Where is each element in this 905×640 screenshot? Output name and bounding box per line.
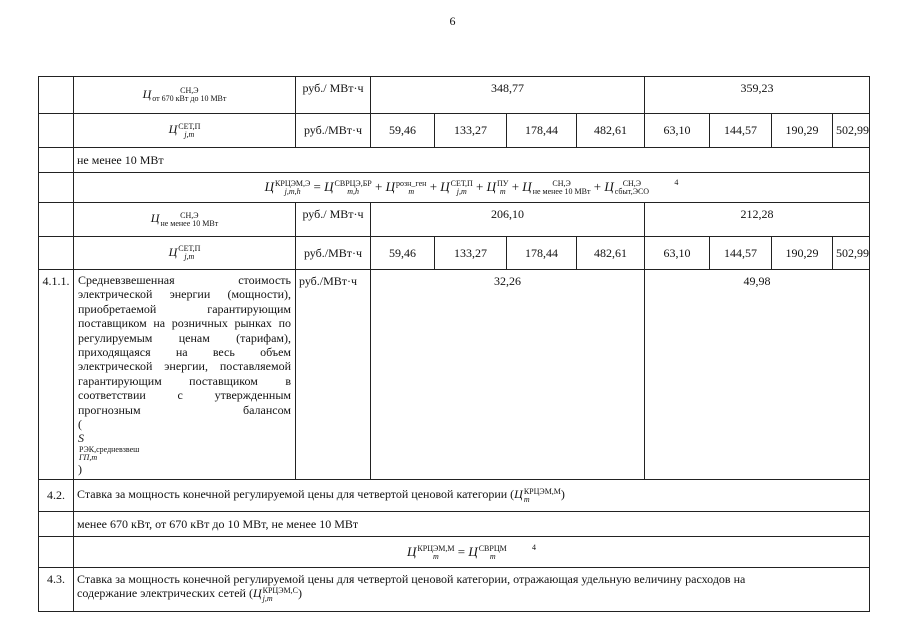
symbol-cell bbox=[74, 203, 296, 237]
value-right: 212,28 bbox=[645, 203, 870, 237]
item-number: 4.1.1. bbox=[39, 270, 74, 480]
table-row bbox=[39, 568, 870, 612]
symbol-cell bbox=[74, 114, 296, 148]
value-cell: 190,29 bbox=[772, 114, 833, 148]
number-cell bbox=[39, 512, 74, 537]
number-cell bbox=[39, 537, 74, 568]
value-cell: 178,44 bbox=[507, 114, 577, 148]
value-cell: 63,10 bbox=[645, 114, 710, 148]
item-number: 4.3. bbox=[39, 568, 74, 612]
formula-capacity-price: Ц КРЦЭМ,М m = Ц СВРЦМ m $^4$ bbox=[74, 537, 870, 568]
item-title: Ставка за мощность конечной регулируемой цены для четвертой ценовой категории, отражающая удельную величину расходов на содержание электрических сетей (Ц КРЦЭМ,С j,m ) bbox=[74, 568, 870, 612]
value-cell: 178,44 bbox=[507, 237, 577, 270]
formula-energy-price: Ц КРЦЭМ,Э j,m,h = Ц СВРЦЭ,БР m,h + Ц розн_ген m + Ц СЕТ,П j,m + Ц ПУ m + Ц СН,Э не менее 10 МВт + Ц СН,Э сбыт,ЭСО $^4$ bbox=[74, 173, 870, 203]
item-symbol: ( S РЭК,средневзвеш ГП,m ) bbox=[78, 416, 140, 476]
symbol-cell bbox=[74, 77, 296, 114]
value-cell: 190,29 bbox=[772, 237, 833, 270]
value-cell: 482,61 bbox=[577, 114, 645, 148]
unit-cell: руб./ МВт·ч bbox=[296, 203, 371, 237]
number-cell bbox=[39, 77, 74, 114]
table-row bbox=[39, 77, 870, 114]
tariff-table bbox=[38, 76, 870, 612]
footnote-mark: 4 bbox=[674, 177, 679, 187]
symbol-sup: СЕТ,П bbox=[178, 244, 201, 254]
symbol-sup: СЕТ,П bbox=[178, 121, 201, 131]
item-number: 4.2. bbox=[39, 480, 74, 512]
unit-cell: руб./ МВт·ч bbox=[296, 77, 371, 114]
symbol-base: Ц bbox=[142, 86, 152, 101]
symbol-base: Ц bbox=[168, 244, 178, 259]
table-row bbox=[39, 173, 870, 203]
value-cell: 502,99 bbox=[833, 237, 870, 270]
symbol-sub: не менее 10 МВт bbox=[160, 218, 219, 228]
table-row bbox=[39, 148, 870, 173]
value-left: 348,77 bbox=[371, 77, 645, 114]
item-description: Средневзвешенная стоимость электрической энергии (мощности), приобретаемой гарантирующим поставщиком на розничных рынках по регулируемым ценам (тарифам), приходящаяся на весь объем электрической энергии, поставляемой гарантирующим поставщиком в соответствии с утвержденным прогнозным балансом ( S РЭК,средневзвеш ГП,m ) bbox=[74, 270, 296, 480]
value-cell: 59,46 bbox=[371, 237, 435, 270]
symbol-sub: от 670 кВт до 10 МВт bbox=[152, 94, 227, 104]
symbol-base: Ц bbox=[168, 122, 178, 137]
value-right: 359,23 bbox=[645, 77, 870, 114]
symbol-sub: j,m bbox=[184, 129, 195, 139]
value-cell: 482,61 bbox=[577, 237, 645, 270]
value-cell: 133,27 bbox=[435, 114, 507, 148]
table-row bbox=[39, 114, 870, 148]
footnote-mark: 4 bbox=[531, 542, 536, 552]
value-left: 206,10 bbox=[371, 203, 645, 237]
table-row bbox=[39, 203, 870, 237]
value-cell: 144,57 bbox=[710, 114, 772, 148]
unit-cell: руб./МВт·ч bbox=[296, 237, 371, 270]
value-left: 32,26 bbox=[371, 270, 645, 480]
table-row bbox=[39, 237, 870, 270]
table-row bbox=[39, 270, 870, 480]
symbol-cell bbox=[74, 237, 296, 270]
unit-cell: руб./МВт·ч bbox=[296, 270, 371, 480]
number-cell bbox=[39, 237, 74, 270]
item-title: Ставка за мощность конечной регулируемой цены для четвертой ценовой категории (Ц КРЦЭМ,М m ) bbox=[74, 480, 870, 512]
value-cell: 144,57 bbox=[710, 237, 772, 270]
number-cell bbox=[39, 148, 74, 173]
value-cell: 502,99 bbox=[833, 114, 870, 148]
symbol-sup: СН,Э bbox=[180, 86, 199, 96]
number-cell bbox=[39, 114, 74, 148]
section-label: менее 670 кВт, от 670 кВт до 10 МВт, не менее 10 МВт bbox=[74, 512, 870, 537]
value-right: 49,98 bbox=[645, 270, 870, 480]
unit-cell: руб./МВт·ч bbox=[296, 114, 371, 148]
symbol-base: Ц bbox=[150, 211, 160, 226]
table-row bbox=[39, 512, 870, 537]
number-cell bbox=[39, 173, 74, 203]
symbol-sub: j,m bbox=[184, 252, 195, 262]
value-cell: 59,46 bbox=[371, 114, 435, 148]
page-number: 6 bbox=[449, 14, 456, 28]
value-cell: 63,10 bbox=[645, 237, 710, 270]
number-cell bbox=[39, 203, 74, 237]
value-cell: 133,27 bbox=[435, 237, 507, 270]
section-label: не менее 10 МВт bbox=[74, 148, 870, 173]
table-row bbox=[39, 537, 870, 568]
table-row bbox=[39, 480, 870, 512]
symbol-sup: СН,Э bbox=[180, 210, 199, 220]
